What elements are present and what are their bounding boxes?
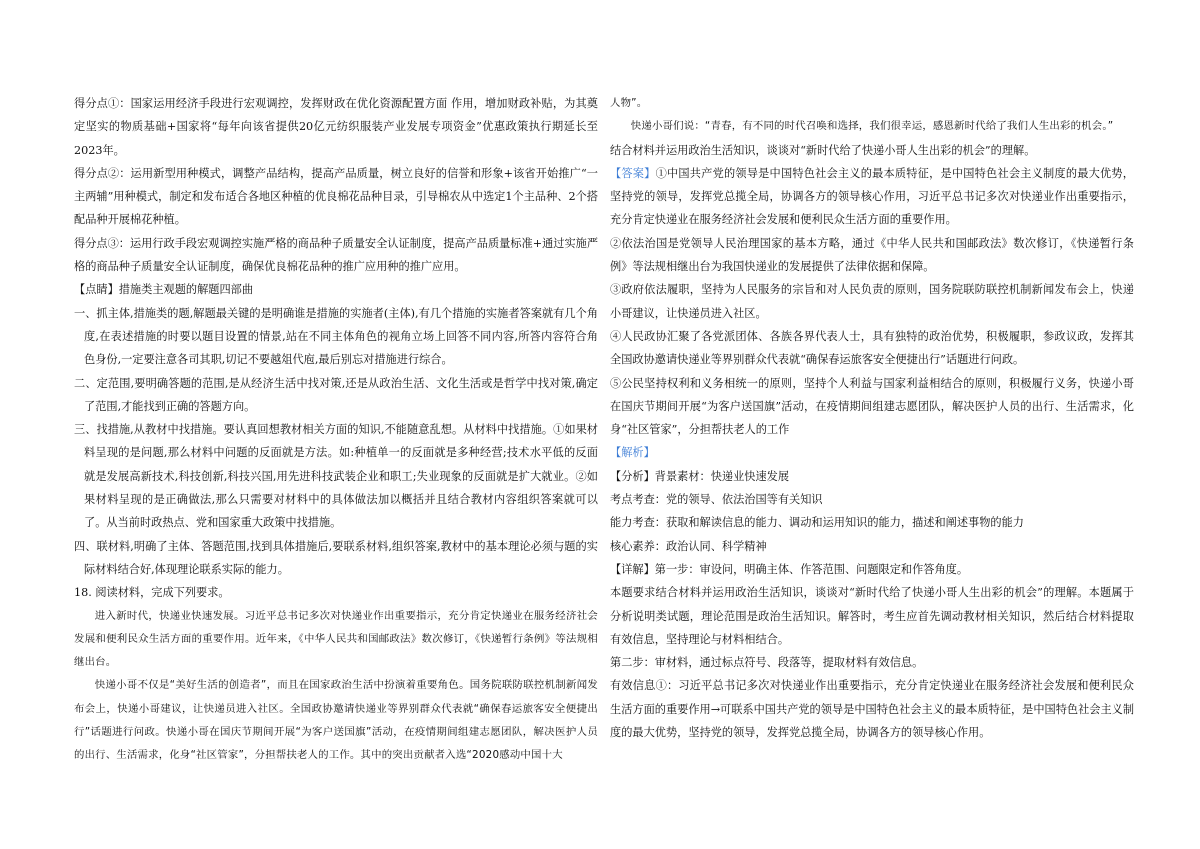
- detail-step-1: 【详解】第一步：审设问，明确主体、作答范围、问题限定和作答角度。: [610, 562, 969, 576]
- scoring-point-3: 得分点③：运用行政手段宏观调控实施严格的商品种子质量安全认证制度，提高产品质量标准+通过实施严格的商品种子质量安全认证制度，确保优良棉花品种的推广应用种的推广应用。: [74, 236, 599, 274]
- material-paragraph-3: 快递小哥们说：“青春，有不同的时代召唤和选择，我们很幸运，感恩新时代给了我们人生出彩的机会。”: [630, 120, 1114, 133]
- detail-step-2: 第二步：审材料，通过标点符号、段落等，提取材料有效信息。: [610, 656, 924, 670]
- question-18-title: 18. 阅读材料，完成下列要求。: [74, 586, 230, 600]
- material-paragraph-2: 快递小哥不仅是“美好生活的创造者”，而且在国家政治生活中扮演着重要角色。国务院联防联控机制新闻发布会上，快递小哥建议，让快递员进入社区。全国政协邀请快递业等界别群众代表就“确保春运旅客安全便捷出行”话题进行问政。快递小哥在国庆节期间开展“为客户送国旗”活动，在疫情期间组建志愿团队，解决医护人员的出行、生活需求，化身“社区管家”，分担帮扶老人的工作。其中的突出贡献者入选“2020感动中国十大: [74, 679, 598, 762]
- answer-point-2: ②依法治国是党领导人民治理国家的基本方略，通过《中华人民共和国邮政法》数次修订，《快递暂行条例》等法规相继出台为我国快递业的发展提供了法律依据和保障。: [610, 236, 1134, 274]
- tips-heading: 【点睛】措施类主观题的解题四部曲: [74, 283, 254, 297]
- material-paragraph-1: 进入新时代，快递业快速发展。习近平总书记多次对快递业作出重要指示，充分肯定快递业在服务经济社会发展和便利民众生活方面的重要作用。近年来，《中华人民共和国邮政法》数次修订，《快递暂行条例》等法规相继出台。: [74, 609, 598, 669]
- answer-point-1-text: ①中国共产党的领导是中国特色社会主义的最本质特征，是中国特色社会主义制度的最大优势，坚持党的领导，发挥党总揽全局，协调各方的领导核心作用，习近平总书记多次对快递业作出重要指示，充分肯定快递业在服务经济社会发展和便利民众生活方面的重要作用。: [610, 166, 1134, 227]
- right-column: [610, 92, 1134, 744]
- analysis-ability: 能力考查：获取和解读信息的能力、调动和运用知识的能力，描述和阐述事物的能力: [610, 516, 1024, 530]
- analysis-tag: 【解析】: [610, 446, 655, 460]
- tip-step-1: 一、抓主体,措施类的题,解题最关键的是明确谁是措施的实施者(主体),有几个措施的实施者答案就有几个角度,在表述措施的时要以题目设置的情景,站在不同主体角色的视角立场上回答不同内容,所答内容符合角色身份,一定要注意各司其职,切记不要越俎代庖,最后别忘对措施进行综合。: [74, 306, 598, 367]
- tip-step-4: 四、联材料,明确了主体、答题范围,找到具体措施后,要联系材料,组织答案,教材中的基本理论必须与题的实际材料结合好,体现理论联系实际的能力。: [74, 539, 598, 576]
- material-paragraph-2-end: 人物”。: [610, 97, 648, 109]
- scoring-point-1: 得分点①：国家运用经济手段进行宏观调控，发挥财政在优化资源配置方面 作用，增加财政补贴，为其奠定坚实的物质基础+国家将“每年向该省提供20亿元纺织服装产业发展专项资金”优惠政策执行期延长至2023年。: [74, 97, 598, 157]
- analysis-topic: 考点考查：党的领导、依法治国等有关知识: [610, 493, 823, 507]
- scoring-point-2: 得分点②：运用新型用种模式，调整产品结构，提高产品质量，树立良好的信誉和形象+该省开始推广“一主两辅”用种模式，制定和发布适合各地区种植的优良棉花品种目录，引导棉农从中选定1个主品种、2个搭配品种开展棉花种植。: [74, 166, 598, 227]
- left-column: [74, 92, 598, 768]
- analysis-literacy: 核心素养：政治认同、科学精神: [610, 539, 767, 553]
- answer-point-5: ⑤公民坚持权利和义务相统一的原则，坚持个人利益与国家利益相结合的原则，积极履行义务，快递小哥在国庆节期间开展“为客户送国旗”活动，在疫情期间组建志愿团队，解决医护人员的出行、生活需求，化身“社区管家”，分担帮扶老人的工作: [610, 376, 1134, 437]
- analysis-background: 【分析】背景素材：快递业快速发展: [610, 469, 790, 483]
- answer-point-4: ④人民政协汇聚了各党派团体、各族各界代表人士，具有独特的政治优势，积极履职，参政议政，发挥其全国政协邀请快递业等界别群众代表就“确保春运旅客安全便捷出行”话题进行问政。: [610, 329, 1134, 367]
- tip-step-3: 三、找措施,从教材中找措施。要认真回想教材相关方面的知识,不能随意乱想。从材料中找措施。①如果材料呈现的是问题,那么材料中问题的反面就是方法。如:种植单一的反面就是多种经营;技术水平低的反面就是发展高新技术,科技创新,科技兴国,用先进科技武装企业和职工;失业现象的反面就是扩大就业。②如果材料呈现的是正确做法,那么只需要对材料中的具体做法加以概括并且结合教材内容组织答案就可以了。从当前时政热点、党和国家重大政策中找措施。: [74, 423, 598, 530]
- answer-tag: 【答案】: [610, 166, 656, 180]
- tip-step-2: 二、定范围,要明确答题的范围,是从经济生活中找对策,还是从政治生活、文化生活或是哲学中找对策,确定了范围,才能找到正确的答题方向。: [74, 376, 598, 413]
- detail-step-1-text: 本题要求结合材料并运用政治生活知识，谈谈对“新时代给了快递小哥人生出彩的机会”的理解。本题属于分析说明类试题，理论范围是政治生活知识。解答时，考生应首先调动教材相关知识，然后结合材料提取有效信息，坚持理论与材料相结合。: [610, 586, 1134, 646]
- effective-info-1: 有效信息①：习近平总书记多次对快递业作出重要指示，充分肯定快递业在服务经济社会发展和便利民众生活方面的重要作用→可联系中国共产党的领导是中国特色社会主义的最本质特征，是中国特色社会主义制度的最大优势，坚持党的领导，发挥党总揽全局，协调各方的领导核心作用。: [610, 679, 1135, 740]
- answer-point-3: ③政府依法履职，坚持为人民服务的宗旨和对人民负责的原则，国务院联防联控机制新闻发布会上，快递小哥建议，让快递员进入社区。: [610, 283, 1134, 320]
- answer-point-1: [610, 162, 1134, 232]
- question-prompt: 结合材料并运用政治生活知识，谈谈对“新时代给了快递小哥人生出彩的机会”的理解。: [610, 143, 1036, 157]
